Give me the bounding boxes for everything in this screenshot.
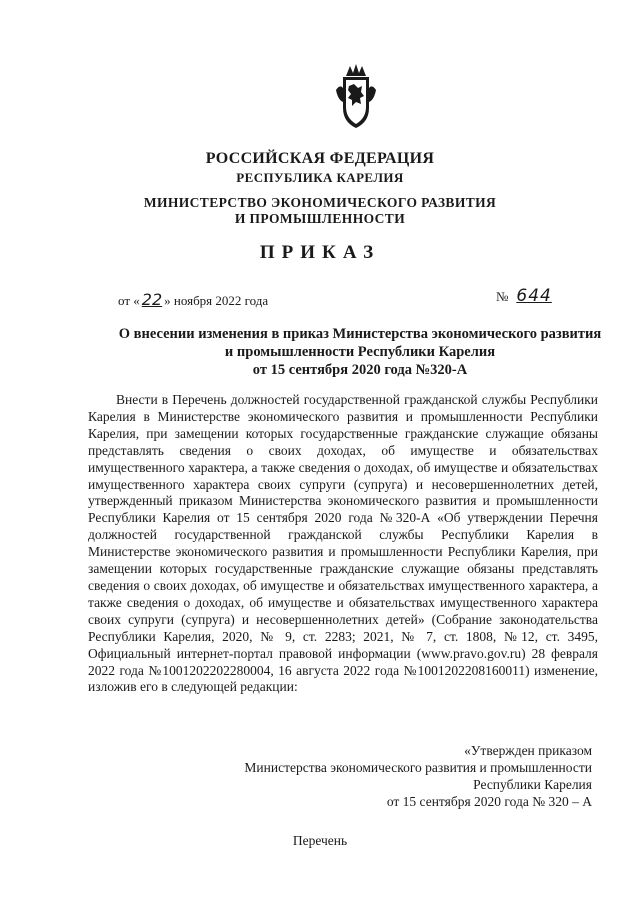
approval-stamp-text bbox=[244, 742, 592, 810]
date-day-handwritten: 22 bbox=[141, 290, 163, 309]
document-type: ПРИКАЗ bbox=[259, 242, 381, 263]
title-line2: и промышленности Республики Карелия bbox=[224, 344, 496, 360]
number-prefix: № bbox=[496, 289, 509, 304]
document-number bbox=[496, 286, 552, 306]
date-suffix: » ноября 2022 года bbox=[164, 293, 269, 308]
document-title bbox=[100, 325, 620, 379]
ministry-name-line2: И ПРОМЫШЛЕННОСТИ bbox=[234, 211, 406, 226]
ministry-name-line1: МИНИСТЕРСТВО ЭКОНОМИЧЕСКОГО РАЗВИТИЯ bbox=[143, 195, 497, 210]
title-line3: от 15 сентября 2020 года №320-А bbox=[252, 362, 468, 378]
body-paragraph: Внести в Перечень должностей государственной гражданской службы Республики Карелия в Министерстве экономического развития и промышленности Республики Карелия, при замещении которых государственные гражданские служащие обязаны представлять сведения о своих доходах, об имуществе и обязательствах имущественного характера, а также сведения о доходах, об имуществе и обязательствах имущественного характера своих супруги (супруга) и несовершеннолетних детей, утвержденный приказом Министерства экономического развития и промышленности Республики Карелия от 15 сентября 2020 года №320-А «Об утверждении Перечня должностей государственной гражданской службы Республики Карелия в Министерстве экономического развития и промышленности Республики Карелия, при замещении которых государственные гражданские служащие обязаны представлять сведения о своих доходах, об имуществе и обязательствах имущественного характера, а также сведения о доходах, об имуществе и обязательствах имущественного характера своих супруги (супруга) и несовершеннолетних детей» (Собрание законодательства Республики Карелия, 2020, № 9, ст. 2283; 2021, № 7, ст. 1808, №12, ст. 3495, Официальный интернет-портал правовой информации (www.pravo.gov.ru) 28 февраля 2022 года №1001202202280004, 16 августа 2022 года №1001202208160011) изменение, изложив его в следующей редакции: bbox=[88, 392, 598, 695]
approval-line3: Республики Карелия bbox=[473, 777, 592, 792]
number-value-handwritten: 644 bbox=[516, 286, 552, 306]
list-heading: Перечень bbox=[292, 833, 348, 848]
document-date bbox=[118, 290, 268, 309]
country-name: РОССИЙСКАЯ ФЕДЕРАЦИЯ bbox=[205, 150, 435, 167]
region-name: РЕСПУБЛИКА КАРЕЛИЯ bbox=[236, 170, 404, 185]
approval-line2: Министерства экономического развития и промышленности bbox=[244, 760, 592, 775]
date-prefix: от « bbox=[118, 293, 140, 308]
karelia-coat-of-arms-icon bbox=[330, 62, 382, 130]
approval-line4: от 15 сентября 2020 года № 320 – А bbox=[386, 794, 592, 809]
title-line1: О внесении изменения в приказ Министерства экономического развития bbox=[118, 326, 602, 342]
approval-line1: «Утвержден приказом bbox=[464, 743, 592, 758]
